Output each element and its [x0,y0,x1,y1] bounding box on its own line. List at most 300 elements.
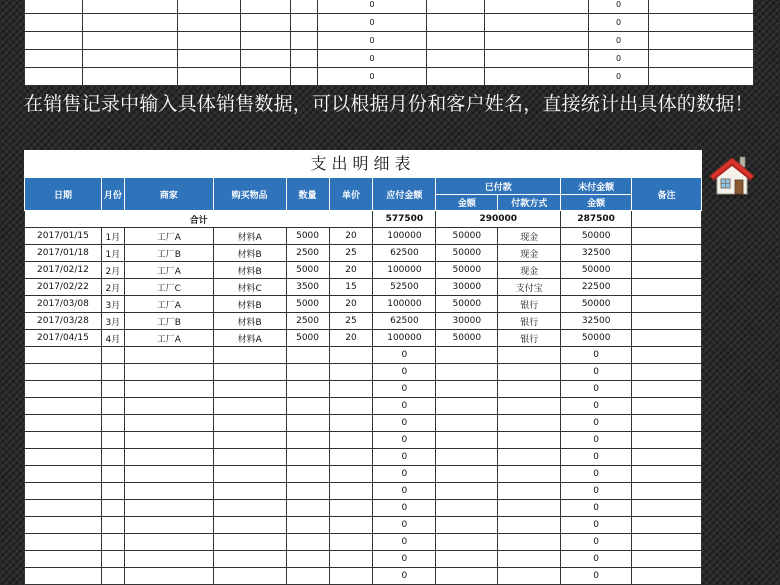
cell-month[interactable] [101,347,124,364]
cell-vendor[interactable] [124,347,213,364]
cell-price[interactable] [329,500,373,517]
cell-vendor[interactable]: 工厂A [124,330,213,347]
cell-price[interactable] [329,483,373,500]
upper-table-cell[interactable] [82,50,177,68]
cell-payable[interactable]: 0 [373,534,436,551]
cell-price[interactable] [329,466,373,483]
upper-table-cell[interactable] [290,50,317,68]
upper-table-cell[interactable] [25,14,83,32]
cell-payable[interactable]: 0 [373,466,436,483]
upper-table-cell[interactable]: 0 [317,50,427,68]
upper-table-cell[interactable]: 0 [589,14,649,32]
cell-price[interactable]: 20 [329,228,373,245]
cell-remark[interactable] [632,483,702,500]
cell-paid-amount[interactable]: 50000 [436,245,498,262]
cell-date[interactable] [25,449,102,466]
cell-item[interactable] [213,381,286,398]
header-paid-amount[interactable]: 金额 [436,195,498,211]
cell-qty[interactable]: 3500 [286,279,329,296]
cell-date[interactable] [25,483,102,500]
cell-remark[interactable] [632,347,702,364]
cell-price[interactable] [329,415,373,432]
cell-date[interactable]: 2017/03/08 [25,296,102,313]
cell-paid-amount[interactable] [436,347,498,364]
cell-item[interactable]: 材料B [213,296,286,313]
cell-payable[interactable]: 0 [373,568,436,585]
cell-unpaid[interactable]: 0 [561,517,632,534]
header-price[interactable]: 单价 [329,178,373,211]
cell-date[interactable]: 2017/03/28 [25,313,102,330]
upper-table-cell[interactable] [25,32,83,50]
cell-pay-method[interactable] [498,364,561,381]
upper-table-cell[interactable] [240,0,290,14]
cell-date[interactable] [25,432,102,449]
cell-price[interactable] [329,347,373,364]
cell-pay-method[interactable]: 现金 [498,245,561,262]
cell-qty[interactable] [286,466,329,483]
cell-month[interactable]: 1月 [101,228,124,245]
cell-item[interactable] [213,517,286,534]
cell-vendor[interactable] [124,551,213,568]
cell-unpaid[interactable]: 0 [561,551,632,568]
upper-table-cell[interactable] [240,68,290,86]
cell-payable[interactable]: 52500 [373,279,436,296]
cell-payable[interactable]: 0 [373,517,436,534]
cell-payable[interactable]: 0 [373,347,436,364]
cell-date[interactable] [25,347,102,364]
cell-remark[interactable] [632,398,702,415]
cell-item[interactable] [213,347,286,364]
upper-table-cell[interactable] [290,32,317,50]
cell-qty[interactable] [286,415,329,432]
cell-paid-amount[interactable]: 50000 [436,296,498,313]
cell-payable[interactable]: 0 [373,364,436,381]
cell-vendor[interactable] [124,568,213,585]
cell-pay-method[interactable] [498,432,561,449]
cell-vendor[interactable]: 工厂A [124,262,213,279]
cell-date[interactable]: 2017/02/22 [25,279,102,296]
total-payable[interactable]: 577500 [373,211,436,228]
cell-qty[interactable] [286,551,329,568]
cell-qty[interactable] [286,432,329,449]
cell-qty[interactable] [286,500,329,517]
upper-table-cell[interactable] [485,0,589,14]
cell-unpaid[interactable]: 0 [561,347,632,364]
cell-price[interactable]: 25 [329,245,373,262]
cell-qty[interactable] [286,347,329,364]
cell-paid-amount[interactable] [436,466,498,483]
cell-month[interactable] [101,364,124,381]
upper-table-cell[interactable] [177,68,240,86]
upper-table-cell[interactable]: 0 [589,68,649,86]
cell-remark[interactable] [632,279,702,296]
cell-paid-amount[interactable] [436,432,498,449]
upper-table-cell[interactable] [240,14,290,32]
cell-vendor[interactable] [124,398,213,415]
cell-month[interactable] [101,381,124,398]
cell-item[interactable] [213,500,286,517]
upper-table-cell[interactable] [177,0,240,14]
cell-month[interactable] [101,466,124,483]
cell-payable[interactable]: 0 [373,483,436,500]
cell-remark[interactable] [632,466,702,483]
cell-remark[interactable] [632,245,702,262]
cell-paid-amount[interactable]: 50000 [436,330,498,347]
cell-date[interactable]: 2017/02/12 [25,262,102,279]
cell-month[interactable] [101,568,124,585]
cell-payable[interactable]: 62500 [373,313,436,330]
cell-vendor[interactable]: 工厂A [124,228,213,245]
cell-remark[interactable] [632,313,702,330]
total-remark[interactable] [632,211,702,228]
total-paid[interactable]: 290000 [436,211,561,228]
upper-table-cell[interactable] [25,0,83,14]
upper-table-cell[interactable] [649,68,754,86]
cell-date[interactable] [25,381,102,398]
cell-remark[interactable] [632,551,702,568]
cell-paid-amount[interactable]: 30000 [436,313,498,330]
cell-date[interactable]: 2017/01/18 [25,245,102,262]
cell-unpaid[interactable]: 50000 [561,296,632,313]
cell-remark[interactable] [632,415,702,432]
cell-unpaid[interactable]: 0 [561,381,632,398]
cell-unpaid[interactable]: 32500 [561,245,632,262]
cell-unpaid[interactable]: 0 [561,398,632,415]
cell-pay-method[interactable] [498,347,561,364]
header-remark[interactable]: 备注 [632,178,702,211]
cell-date[interactable] [25,517,102,534]
cell-unpaid[interactable]: 50000 [561,228,632,245]
cell-date[interactable] [25,466,102,483]
cell-qty[interactable]: 5000 [286,296,329,313]
cell-pay-method[interactable]: 银行 [498,330,561,347]
cell-paid-amount[interactable] [436,517,498,534]
cell-qty[interactable] [286,517,329,534]
cell-month[interactable]: 3月 [101,313,124,330]
cell-price[interactable]: 20 [329,296,373,313]
cell-qty[interactable] [286,483,329,500]
cell-unpaid[interactable]: 0 [561,568,632,585]
cell-qty[interactable]: 2500 [286,313,329,330]
cell-pay-method[interactable] [498,534,561,551]
cell-month[interactable] [101,483,124,500]
cell-month[interactable]: 1月 [101,245,124,262]
cell-pay-method[interactable]: 支付宝 [498,279,561,296]
cell-paid-amount[interactable] [436,381,498,398]
cell-vendor[interactable] [124,449,213,466]
cell-qty[interactable] [286,381,329,398]
cell-remark[interactable] [632,568,702,585]
cell-remark[interactable] [632,432,702,449]
cell-unpaid[interactable]: 50000 [561,330,632,347]
cell-month[interactable] [101,449,124,466]
upper-table-cell[interactable] [290,0,317,14]
header-vendor[interactable]: 商家 [124,178,213,211]
cell-item[interactable]: 材料C [213,279,286,296]
cell-month[interactable] [101,551,124,568]
cell-vendor[interactable]: 工厂A [124,296,213,313]
cell-vendor[interactable]: 工厂B [124,313,213,330]
cell-remark[interactable] [632,262,702,279]
cell-item[interactable]: 材料B [213,245,286,262]
upper-table-cell[interactable] [240,32,290,50]
header-paid[interactable]: 已付款 [436,178,561,195]
cell-date[interactable] [25,551,102,568]
cell-qty[interactable]: 5000 [286,330,329,347]
cell-remark[interactable] [632,364,702,381]
cell-vendor[interactable] [124,364,213,381]
upper-table-cell[interactable]: 0 [317,68,427,86]
cell-pay-method[interactable] [498,449,561,466]
cell-month[interactable] [101,517,124,534]
cell-paid-amount[interactable] [436,500,498,517]
cell-unpaid[interactable]: 32500 [561,313,632,330]
cell-pay-method[interactable]: 银行 [498,296,561,313]
cell-unpaid[interactable]: 0 [561,483,632,500]
cell-payable[interactable]: 100000 [373,262,436,279]
upper-table-cell[interactable] [485,50,589,68]
cell-price[interactable]: 15 [329,279,373,296]
upper-table-cell[interactable]: 0 [317,32,427,50]
upper-table-cell[interactable] [82,14,177,32]
cell-payable[interactable]: 0 [373,551,436,568]
cell-paid-amount[interactable] [436,449,498,466]
cell-payable[interactable]: 0 [373,415,436,432]
cell-pay-method[interactable] [498,551,561,568]
cell-payable[interactable]: 100000 [373,228,436,245]
cell-pay-method[interactable] [498,568,561,585]
upper-table-cell[interactable] [25,50,83,68]
cell-date[interactable] [25,534,102,551]
cell-paid-amount[interactable] [436,398,498,415]
upper-table-cell[interactable] [82,0,177,14]
cell-price[interactable] [329,534,373,551]
cell-vendor[interactable] [124,517,213,534]
upper-table-cell[interactable] [485,68,589,86]
header-payable[interactable]: 应付金额 [373,178,436,211]
upper-table-cell[interactable] [649,14,754,32]
cell-date[interactable] [25,364,102,381]
cell-remark[interactable] [632,296,702,313]
cell-remark[interactable] [632,534,702,551]
cell-month[interactable] [101,432,124,449]
upper-table-cell[interactable] [649,50,754,68]
cell-payable[interactable]: 0 [373,500,436,517]
upper-table-cell[interactable] [649,32,754,50]
cell-payable[interactable]: 0 [373,398,436,415]
upper-table-cell[interactable]: 0 [589,32,649,50]
cell-price[interactable] [329,398,373,415]
cell-item[interactable] [213,398,286,415]
cell-remark[interactable] [632,381,702,398]
cell-date[interactable]: 2017/01/15 [25,228,102,245]
cell-paid-amount[interactable] [436,568,498,585]
cell-item[interactable]: 材料B [213,313,286,330]
cell-item[interactable] [213,466,286,483]
cell-month[interactable]: 4月 [101,330,124,347]
cell-vendor[interactable]: 工厂B [124,245,213,262]
cell-pay-method[interactable] [498,398,561,415]
cell-price[interactable]: 20 [329,330,373,347]
cell-date[interactable] [25,500,102,517]
cell-paid-amount[interactable] [436,415,498,432]
cell-vendor[interactable] [124,534,213,551]
cell-qty[interactable]: 5000 [286,228,329,245]
cell-paid-amount[interactable] [436,551,498,568]
cell-pay-method[interactable] [498,483,561,500]
cell-vendor[interactable] [124,432,213,449]
cell-unpaid[interactable]: 22500 [561,279,632,296]
upper-table-cell[interactable] [25,68,83,86]
cell-payable[interactable]: 100000 [373,330,436,347]
upper-table-cell[interactable] [427,14,485,32]
header-item[interactable]: 购买物品 [213,178,286,211]
cell-date[interactable] [25,415,102,432]
cell-month[interactable]: 3月 [101,296,124,313]
cell-payable[interactable]: 0 [373,381,436,398]
upper-table-cell[interactable]: 0 [589,0,649,14]
cell-qty[interactable] [286,534,329,551]
cell-pay-method[interactable]: 现金 [498,228,561,245]
cell-remark[interactable] [632,500,702,517]
cell-item[interactable] [213,483,286,500]
upper-table-cell[interactable]: 0 [317,0,427,14]
cell-unpaid[interactable]: 0 [561,415,632,432]
cell-vendor[interactable] [124,483,213,500]
cell-item[interactable]: 材料A [213,228,286,245]
cell-item[interactable] [213,534,286,551]
cell-paid-amount[interactable]: 50000 [436,262,498,279]
cell-unpaid[interactable]: 0 [561,534,632,551]
cell-item[interactable] [213,364,286,381]
cell-item[interactable]: 材料B [213,262,286,279]
upper-table-cell[interactable] [427,0,485,14]
cell-qty[interactable] [286,364,329,381]
cell-remark[interactable] [632,449,702,466]
cell-vendor[interactable] [124,381,213,398]
header-unpaid[interactable]: 未付金额 [561,178,632,195]
cell-paid-amount[interactable] [436,483,498,500]
cell-month[interactable]: 2月 [101,262,124,279]
cell-pay-method[interactable] [498,415,561,432]
cell-price[interactable] [329,568,373,585]
upper-table-cell[interactable] [485,14,589,32]
cell-date[interactable]: 2017/04/15 [25,330,102,347]
total-unpaid[interactable]: 287500 [561,211,632,228]
cell-payable[interactable]: 0 [373,432,436,449]
cell-price[interactable] [329,381,373,398]
cell-payable[interactable]: 0 [373,449,436,466]
header-date[interactable]: 日期 [25,178,102,211]
cell-qty[interactable] [286,398,329,415]
cell-qty[interactable] [286,568,329,585]
cell-item[interactable] [213,449,286,466]
cell-item[interactable] [213,432,286,449]
house-icon[interactable] [707,150,757,200]
cell-item[interactable]: 材料A [213,330,286,347]
cell-month[interactable] [101,398,124,415]
upper-table-cell[interactable] [177,50,240,68]
cell-paid-amount[interactable]: 30000 [436,279,498,296]
cell-price[interactable] [329,517,373,534]
cell-vendor[interactable] [124,415,213,432]
cell-paid-amount[interactable] [436,534,498,551]
cell-pay-method[interactable]: 现金 [498,262,561,279]
cell-item[interactable] [213,551,286,568]
cell-vendor[interactable] [124,500,213,517]
header-unpaid-amount[interactable]: 金额 [561,195,632,211]
cell-payable[interactable]: 62500 [373,245,436,262]
upper-table-cell[interactable] [427,50,485,68]
upper-table-cell[interactable] [82,68,177,86]
cell-paid-amount[interactable]: 50000 [436,228,498,245]
cell-payable[interactable]: 100000 [373,296,436,313]
cell-remark[interactable] [632,228,702,245]
cell-price[interactable]: 20 [329,262,373,279]
cell-month[interactable] [101,500,124,517]
cell-pay-method[interactable] [498,466,561,483]
cell-unpaid[interactable]: 0 [561,449,632,466]
header-pay-method[interactable]: 付款方式 [498,195,561,211]
cell-pay-method[interactable] [498,517,561,534]
cell-price[interactable] [329,449,373,466]
upper-table-cell[interactable] [177,32,240,50]
cell-price[interactable] [329,432,373,449]
cell-remark[interactable] [632,517,702,534]
total-label[interactable]: 合计 [25,211,373,228]
cell-pay-method[interactable]: 银行 [498,313,561,330]
cell-item[interactable] [213,415,286,432]
cell-remark[interactable] [632,330,702,347]
cell-date[interactable] [25,398,102,415]
header-month[interactable]: 月份 [101,178,124,211]
cell-price[interactable] [329,364,373,381]
cell-price[interactable] [329,551,373,568]
upper-table-cell[interactable] [177,14,240,32]
cell-qty[interactable]: 2500 [286,245,329,262]
upper-table-cell[interactable] [485,32,589,50]
cell-unpaid[interactable]: 0 [561,500,632,517]
cell-unpaid[interactable]: 50000 [561,262,632,279]
cell-price[interactable]: 25 [329,313,373,330]
cell-unpaid[interactable]: 0 [561,364,632,381]
upper-table-cell[interactable]: 0 [589,50,649,68]
upper-table-cell[interactable]: 0 [317,14,427,32]
cell-pay-method[interactable] [498,381,561,398]
upper-table-cell[interactable] [649,0,754,14]
cell-unpaid[interactable]: 0 [561,432,632,449]
cell-qty[interactable]: 5000 [286,262,329,279]
upper-table-cell[interactable] [427,32,485,50]
cell-month[interactable]: 2月 [101,279,124,296]
upper-table-cell[interactable] [82,32,177,50]
cell-vendor[interactable] [124,466,213,483]
cell-pay-method[interactable] [498,500,561,517]
cell-month[interactable] [101,534,124,551]
upper-table-cell[interactable] [427,68,485,86]
cell-month[interactable] [101,415,124,432]
cell-paid-amount[interactable] [436,364,498,381]
cell-unpaid[interactable]: 0 [561,466,632,483]
upper-table-cell[interactable] [290,14,317,32]
cell-qty[interactable] [286,449,329,466]
upper-table-cell[interactable] [290,68,317,86]
cell-vendor[interactable]: 工厂C [124,279,213,296]
upper-table-cell[interactable] [240,50,290,68]
cell-item[interactable] [213,568,286,585]
header-qty[interactable]: 数量 [286,178,329,211]
cell-date[interactable] [25,568,102,585]
